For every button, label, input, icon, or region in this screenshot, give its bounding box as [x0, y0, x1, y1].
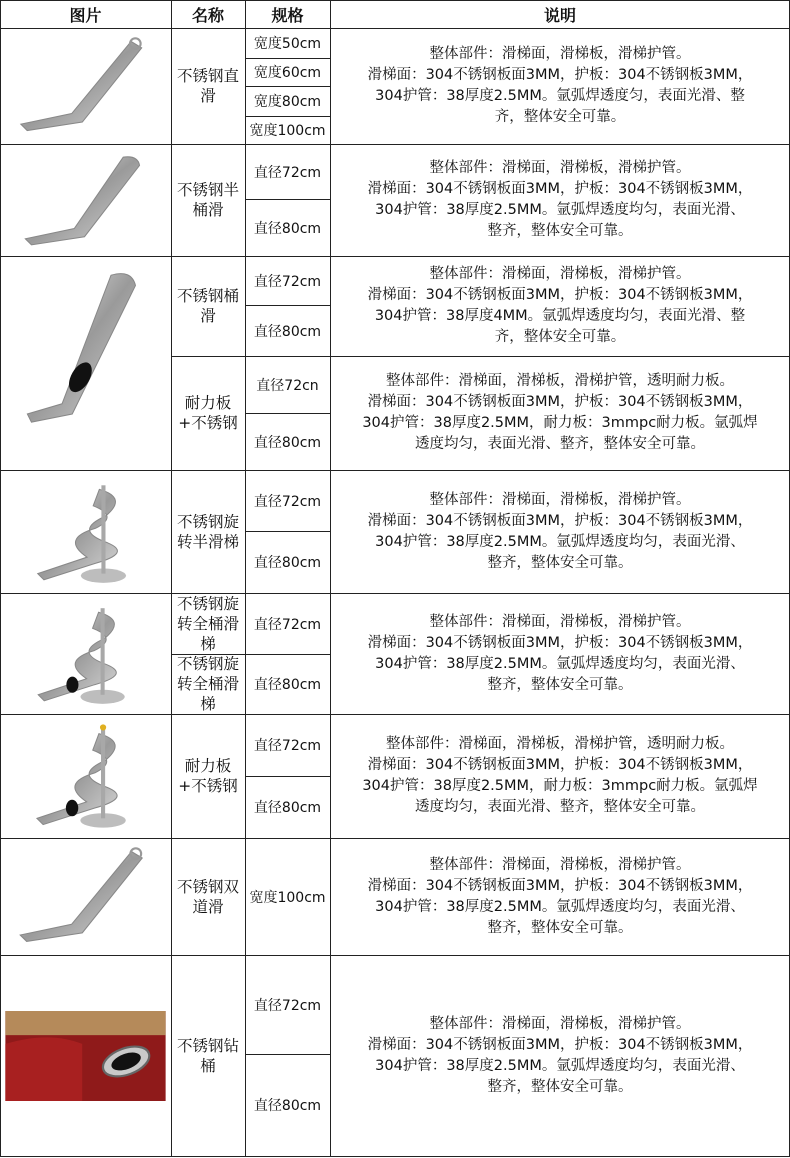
product-image: [0, 714, 171, 838]
product-name: [171, 593, 245, 654]
spiral-full-tube-slide-icon: [10, 598, 161, 709]
product-description: [330, 28, 790, 144]
grid-line: [330, 0, 331, 1157]
text-line: 旋转全: [176, 594, 240, 633]
text-line: 不锈钢: [176, 67, 224, 85]
header-image: 图片: [69, 5, 102, 25]
product-spec: 直径80cm: [253, 1098, 322, 1114]
product-description: [330, 593, 790, 714]
product-spec: 直径80cm: [253, 555, 322, 571]
product-spec: 直径80cm: [253, 323, 322, 340]
description-text: [368, 1014, 753, 1098]
text-line: 整体部件：滑梯面，滑梯板，滑梯护管。: [429, 1015, 691, 1032]
text-line: 不锈钢: [176, 594, 224, 613]
name-text: [171, 1036, 245, 1076]
text-line: 半桶滑: [192, 181, 240, 219]
text-line: 整齐，整体安全可靠。: [487, 554, 633, 571]
spiral-pc-slide-icon: [8, 719, 163, 833]
description-text: [362, 371, 757, 455]
grid-line: [0, 0, 790, 1]
text-line: 304护管：38厚度2.5MM。氩弧焊透度匀，表面光滑、整: [375, 88, 745, 104]
product-description: [330, 838, 790, 955]
text-line: 滑梯面：304不锈钢板面3MM，护板：304不锈钢板3MM，: [367, 634, 753, 651]
name-text: [171, 654, 245, 714]
text-line: 304护管：38厚度2.5MM，耐力板：3mmpc耐力板。氩弧焊: [362, 778, 758, 794]
text-line: 双道滑: [192, 877, 240, 916]
text-line: 304护管：38厚度2.5MM，耐力板：3mmpc耐力板。氩弧焊: [362, 415, 758, 431]
text-line: 不锈钢: [191, 414, 238, 432]
name-text: [171, 286, 245, 326]
product-spec: 直径72cm: [253, 493, 322, 510]
description-text: [368, 490, 753, 574]
product-spec: 直径80cm: [253, 800, 322, 816]
text-line: 整齐，整体安全可靠。: [487, 1078, 633, 1095]
description-text: [368, 158, 753, 242]
text-line: 滑梯: [208, 532, 240, 551]
text-line: 304护管：38厚度2.5MM。氩弧焊透度均匀，表面光滑、: [375, 533, 745, 550]
text-line: 整体部件：滑梯面，滑梯板，滑梯护管。: [429, 266, 691, 282]
product-spec: 直径72cm: [253, 164, 322, 181]
header-desc: 说明: [543, 5, 576, 25]
product-name: [171, 838, 245, 955]
product-image: [0, 144, 171, 256]
name-text: [171, 756, 245, 796]
product-spec: 直径72cm: [253, 616, 322, 633]
header-spec: 规格: [271, 5, 304, 25]
text-line: 304护管：38厚度2.5MM。氩弧焊透度均匀，表面光滑、: [375, 898, 745, 915]
product-spec: 宽度80cm: [253, 94, 322, 110]
text-line: 整体部件：滑梯面，滑梯板，滑梯护管。: [429, 491, 691, 508]
spiral-half-slide-icon: [9, 475, 163, 588]
header-name: 名称: [191, 5, 224, 25]
text-line: 旋转半: [176, 512, 240, 551]
text-line: 桶滑: [200, 287, 240, 325]
text-line: 透度均匀，表面光滑、整齐，整体安全可靠。: [414, 436, 705, 452]
product-spec: 直径80cm: [253, 434, 322, 451]
grid-line: [245, 413, 330, 414]
tube-slide-icon: [9, 261, 162, 465]
text-line: 不锈钢: [176, 287, 224, 305]
text-line: 滑梯面：304不锈钢板面3MM，护板：304不锈钢板3MM，: [367, 181, 753, 197]
grid-line: [171, 356, 245, 357]
text-line: 旋转全: [176, 655, 240, 693]
grid-line: [245, 531, 330, 532]
product-description: [330, 356, 790, 470]
grid-line: [245, 58, 330, 59]
product-image: [0, 256, 171, 470]
text-line: 整体部件：滑梯面，滑梯板，滑梯护管。: [429, 613, 691, 630]
text-line: 钻桶: [200, 1036, 240, 1075]
text-line: 滑梯面：304不锈钢板面3MM，护板：304不锈钢板3MM，: [367, 1036, 753, 1053]
name-text: [171, 594, 245, 654]
text-line: 不锈钢: [176, 655, 224, 673]
product-spec: 直径80cm: [253, 677, 322, 693]
product-spec: 宽度100cm: [249, 889, 326, 906]
text-line: 齐，整体安全可靠。: [494, 109, 626, 125]
product-spec: 宽度100cm: [249, 123, 326, 139]
name-text: [171, 180, 245, 220]
text-line: 整体部件：滑梯面，滑梯板，滑梯护管，透明耐力板。: [385, 736, 734, 752]
grid-line: [245, 199, 330, 200]
description-text: [368, 44, 753, 128]
text-line: 桶滑梯: [200, 675, 240, 713]
name-text: [171, 66, 245, 106]
half-tube-slide-icon: [9, 149, 162, 251]
name-text: [171, 512, 245, 552]
product-spec: 直径80cm: [253, 220, 322, 237]
product-image: [0, 593, 171, 714]
grid-line: [0, 1156, 790, 1157]
product-image: [0, 470, 171, 593]
grid-line: [245, 86, 330, 87]
text-line: 耐力板+: [178, 394, 232, 432]
product-description: [330, 470, 790, 593]
text-line: 整齐，整体安全可靠。: [487, 223, 633, 239]
product-name: [171, 955, 245, 1156]
text-line: 滑梯面：304不锈钢板面3MM，护板：304不锈钢板3MM，: [367, 757, 753, 773]
product-spec: 宽度60cm: [253, 65, 322, 81]
text-line: 滑梯面：304不锈钢板面3MM，护板：304不锈钢板3MM，: [367, 877, 753, 894]
text-line: 不锈钢: [176, 877, 224, 896]
text-line: 整体部件：滑梯面，滑梯板，滑梯护管。: [429, 856, 691, 873]
text-line: 耐力板+: [178, 757, 232, 795]
text-line: 滑梯面：304不锈钢板面3MM，护板：304不锈钢板3MM，: [367, 67, 753, 83]
straight-slide-icon: [6, 33, 165, 139]
product-name: [171, 256, 245, 356]
description-text: [362, 734, 757, 818]
text-line: 透度均匀，表面光滑、整齐，整体安全可靠。: [414, 799, 705, 815]
drill-tube-photo-icon: [5, 1011, 166, 1101]
description-text: [368, 612, 753, 696]
product-description: [330, 955, 790, 1156]
product-image: [0, 955, 171, 1156]
product-description: [330, 256, 790, 356]
text-line: 不锈钢: [176, 1036, 224, 1055]
text-line: 不锈钢: [176, 512, 224, 531]
text-line: 滑梯面：304不锈钢板面3MM，护板：304不锈钢板3MM，: [367, 287, 753, 303]
text-line: 直滑: [200, 67, 240, 105]
grid-line: [245, 116, 330, 117]
product-image: [0, 28, 171, 144]
grid-line: [245, 776, 330, 777]
product-spec: 直径72cn: [256, 377, 319, 394]
grid-line: [245, 1054, 330, 1055]
text-line: 桶滑梯: [200, 614, 240, 653]
product-spec: 直径72cm: [253, 273, 322, 290]
text-line: 整齐，整体安全可靠。: [487, 676, 633, 693]
text-line: 整体部件：滑梯面，滑梯板，滑梯护管。: [429, 160, 691, 176]
grid-line: [171, 0, 172, 1157]
name-text: [171, 877, 245, 917]
product-name: [171, 28, 245, 144]
grid-line: [245, 356, 330, 357]
text-line: 整体部件：滑梯面，滑梯板，滑梯护管，透明耐力板。: [385, 373, 734, 389]
grid-line: [245, 0, 246, 1157]
text-line: 304护管：38厚度2.5MM。氩弧焊透度均匀，表面光滑、: [375, 1057, 745, 1074]
product-name: [171, 654, 245, 714]
grid-line: [0, 28, 790, 29]
product-name: [171, 714, 245, 838]
text-line: 整齐，整体安全可靠。: [487, 919, 633, 936]
description-text: [368, 264, 753, 348]
text-line: 整体部件：滑梯面，滑梯板，滑梯护管。: [429, 46, 691, 62]
description-text: [368, 855, 753, 939]
product-name: [171, 470, 245, 593]
product-name: [171, 144, 245, 256]
product-description: [330, 714, 790, 838]
text-line: 304护管：38厚度2.5MM。氩弧焊透度均匀，表面光滑、: [375, 655, 745, 672]
grid-line: [245, 305, 330, 306]
grid-line: [0, 0, 1, 1157]
text-line: 不锈钢: [176, 181, 224, 199]
text-line: 滑梯面：304不锈钢板面3MM，护板：304不锈钢板3MM，: [367, 394, 753, 410]
text-line: 304护管：38厚度2.5MM。氩弧焊透度均匀，表面光滑、: [375, 202, 745, 218]
grid-line: [245, 654, 330, 655]
product-spec: 直径72cm: [253, 997, 322, 1014]
double-lane-slide-icon: [5, 843, 166, 950]
name-text: [171, 393, 245, 433]
grid-line: [330, 356, 790, 357]
product-description: [330, 144, 790, 256]
text-line: 齐，整体安全可靠。: [494, 329, 626, 345]
text-line: 不锈钢: [191, 777, 238, 795]
grid-line: [171, 654, 245, 655]
product-spec: 直径72cm: [253, 738, 322, 754]
product-spec: 宽度50cm: [253, 36, 322, 52]
text-line: 滑梯面：304不锈钢板面3MM，护板：304不锈钢板3MM，: [367, 512, 753, 529]
text-line: 304护管：38厚度4MM。氩弧焊透度均匀，表面光滑、整: [374, 308, 746, 324]
product-name: [171, 356, 245, 470]
product-image: [0, 838, 171, 955]
